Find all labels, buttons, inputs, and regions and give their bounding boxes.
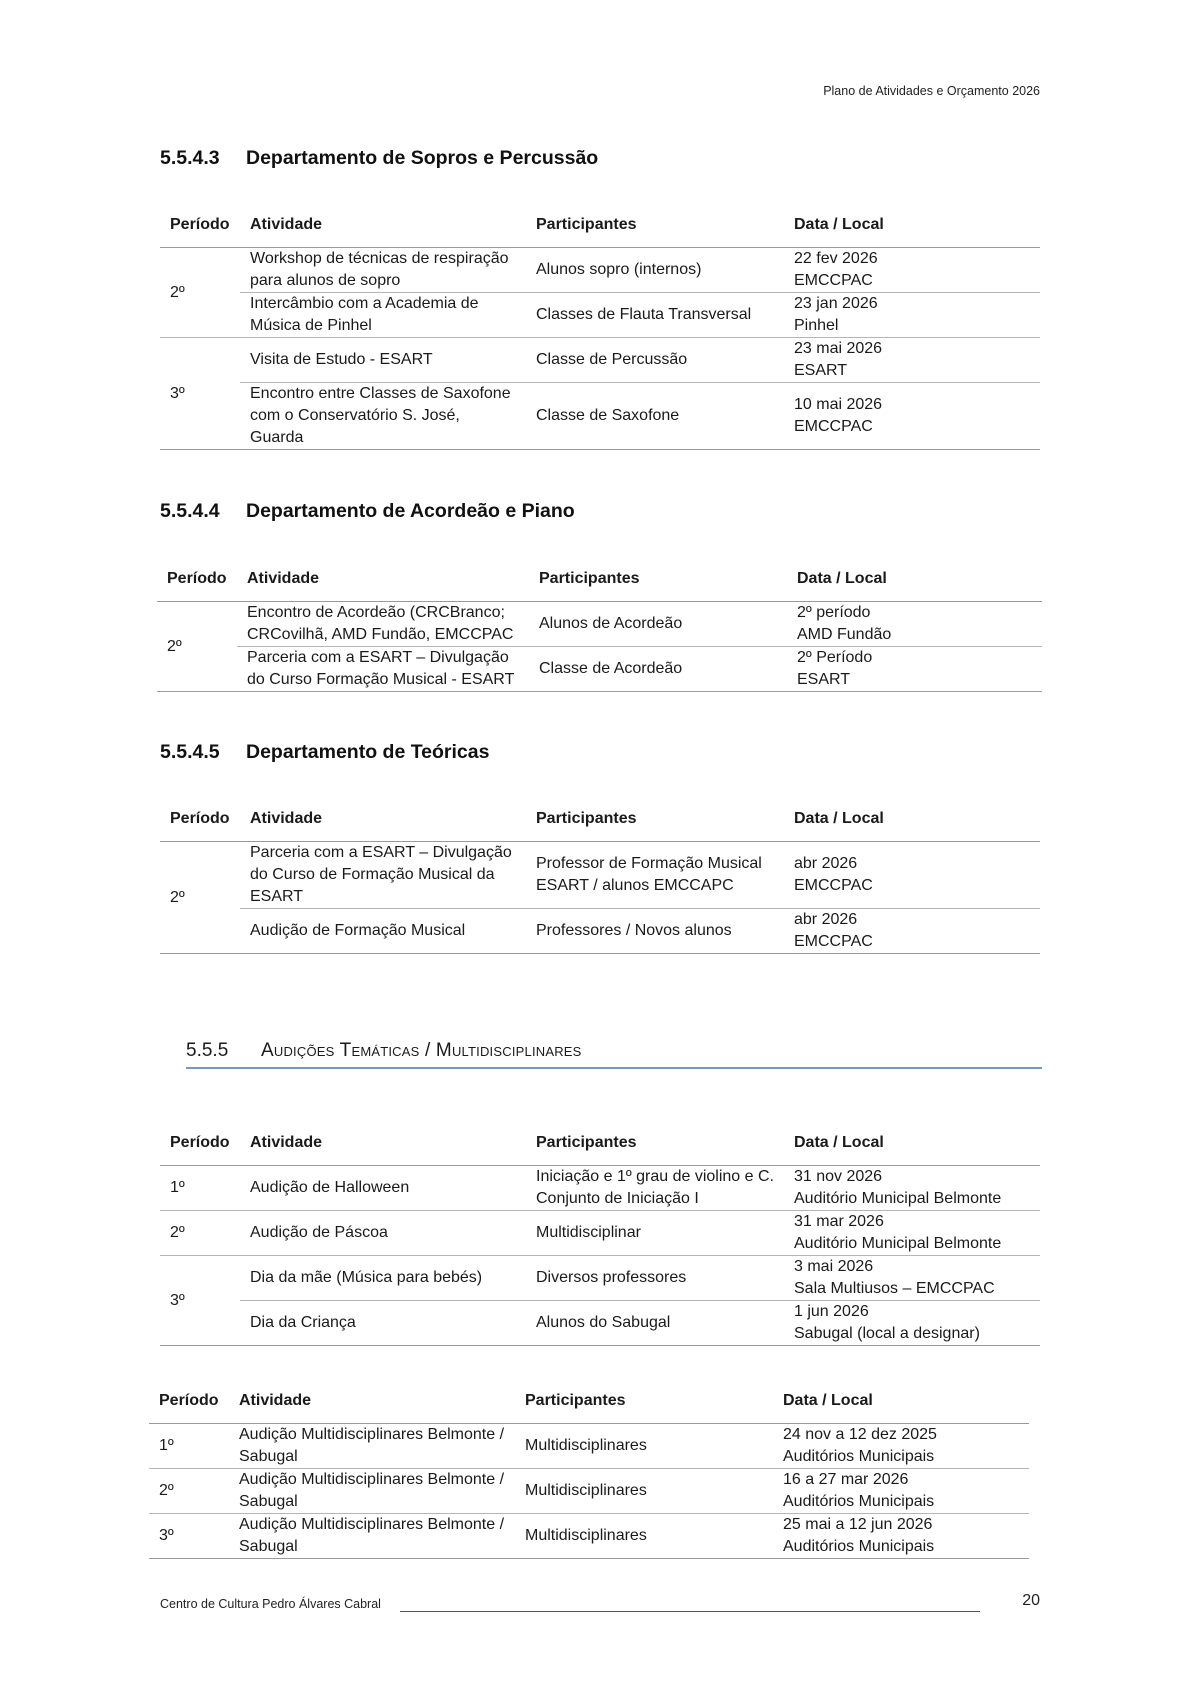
footer-rule	[400, 1611, 980, 1612]
table-header-row	[160, 1121, 1040, 1166]
cell-local: Auditórios Municipais	[783, 1493, 935, 1510]
cell-data-local	[784, 909, 1040, 954]
col-header-data-local: Data / Local	[787, 557, 1042, 602]
cell-participantes: Alunos de Acordeão	[529, 602, 787, 647]
cell-atividade: Intercâmbio com a Academia de Música de Pinhel	[240, 293, 526, 338]
cell-data: 1 jun 2026	[794, 1303, 869, 1320]
table-header-row	[160, 797, 1040, 842]
col-header-atividade: Atividade	[240, 797, 526, 842]
section-heading-audicoes	[186, 1040, 1042, 1069]
cell-data: 31 mar 2026	[794, 1213, 884, 1230]
table-audicoes-tematicas	[160, 1121, 1040, 1346]
cell-participantes: Multidisciplinares	[515, 1424, 773, 1469]
table-row	[160, 338, 1040, 383]
cell-periodo: 3º	[149, 1514, 229, 1559]
section-title: Departamento de Teóricas	[246, 741, 490, 763]
col-header-participantes: Participantes	[526, 797, 784, 842]
cell-participantes: Multidisciplinares	[515, 1469, 773, 1514]
table-teoricas	[160, 797, 1040, 954]
section-title: Departamento de Sopros e Percussão	[246, 147, 599, 169]
section-number: 5.5.5	[186, 1040, 229, 1061]
col-header-participantes: Participantes	[526, 1121, 784, 1166]
table-row	[160, 248, 1040, 293]
cell-periodo: 2º	[160, 1211, 240, 1256]
col-header-data-local: Data / Local	[784, 1121, 1040, 1166]
table-row	[160, 1211, 1040, 1256]
cell-atividade: Audição de Halloween	[240, 1166, 526, 1211]
cell-data: 3 mai 2026	[794, 1258, 874, 1275]
table-row	[149, 1469, 1029, 1514]
col-header-participantes: Participantes	[526, 203, 784, 248]
cell-data: 23 mai 2026	[794, 340, 883, 357]
cell-participantes: Multidisciplinar	[526, 1211, 784, 1256]
table-row	[149, 1514, 1029, 1559]
cell-participantes: Diversos professores	[526, 1256, 784, 1301]
cell-data: abr 2026	[794, 911, 858, 928]
cell-participantes: Classe de Percussão	[526, 338, 784, 383]
cell-local: Sala Multiusos – EMCCPAC	[794, 1280, 995, 1297]
cell-data: 16 a 27 mar 2026	[783, 1471, 909, 1488]
cell-atividade: Encontro entre Classes de Saxofone com o Conservatório S. José, Guarda	[240, 383, 526, 450]
cell-data: abr 2026	[794, 855, 858, 872]
col-header-atividade: Atividade	[240, 203, 526, 248]
cell-atividade: Encontro de Acordeão (CRCBranco; CRCovilhã, AMD Fundão, EMCCPAC	[237, 602, 529, 647]
cell-local: EMCCPAC	[794, 272, 873, 289]
cell-data: 23 jan 2026	[794, 295, 878, 312]
cell-data-local	[784, 248, 1040, 293]
col-header-periodo: Período	[157, 557, 237, 602]
cell-periodo: 1º	[160, 1166, 240, 1211]
cell-atividade: Visita de Estudo - ESART	[240, 338, 526, 383]
col-header-atividade: Atividade	[237, 557, 529, 602]
cell-data-local	[784, 338, 1040, 383]
table-row	[149, 1424, 1029, 1469]
cell-local: EMCCPAC	[794, 933, 873, 950]
cell-participantes: Classe de Acordeão	[529, 647, 787, 692]
col-header-data-local: Data / Local	[773, 1379, 1029, 1424]
cell-participantes: Multidisciplinares	[515, 1514, 773, 1559]
cell-data-local	[784, 842, 1040, 909]
cell-local: EMCCPAC	[794, 418, 873, 435]
cell-data-local	[784, 293, 1040, 338]
cell-periodo: 2º	[149, 1469, 229, 1514]
cell-local: Auditório Municipal Belmonte	[794, 1190, 1002, 1207]
cell-participantes: Professores / Novos alunos	[526, 909, 784, 954]
cell-data-local	[784, 383, 1040, 450]
section-heading-teoricas	[160, 741, 489, 764]
cell-periodo: 3º	[160, 338, 240, 450]
section-title: Audições Temáticas / Multidisciplinares	[261, 1040, 582, 1061]
cell-data: 2º período	[797, 604, 871, 621]
cell-participantes: Alunos do Sabugal	[526, 1301, 784, 1346]
page-number: 20	[1022, 1592, 1040, 1609]
cell-atividade: Audição Multidisciplinares Belmonte / Sabugal	[229, 1424, 515, 1469]
cell-local: Pinhel	[794, 317, 839, 334]
cell-periodo: 2º	[160, 248, 240, 338]
cell-data-local	[784, 1301, 1040, 1346]
cell-local: AMD Fundão	[797, 626, 892, 643]
table-row	[160, 1166, 1040, 1211]
cell-data-local	[787, 602, 1042, 647]
col-header-periodo: Período	[160, 203, 240, 248]
table-header-row	[160, 203, 1040, 248]
cell-participantes: Professor de Formação Musical ESART / alunos EMCCAPC	[526, 842, 784, 909]
cell-data-local	[784, 1211, 1040, 1256]
col-header-periodo: Período	[149, 1379, 229, 1424]
col-header-participantes: Participantes	[515, 1379, 773, 1424]
section-title: Departamento de Acordeão e Piano	[246, 500, 575, 522]
cell-local: Auditórios Municipais	[783, 1538, 935, 1555]
cell-data: 22 fev 2026	[794, 250, 878, 267]
cell-periodo: 3º	[160, 1256, 240, 1346]
table-row	[160, 842, 1040, 909]
section-heading-sopros	[160, 147, 598, 170]
section-number: 5.5.4.5	[160, 741, 220, 763]
cell-local: ESART	[794, 362, 848, 379]
table-row	[157, 647, 1042, 692]
cell-data-local	[773, 1424, 1029, 1469]
cell-participantes: Iniciação e 1º grau de violino e C. Conjunto de Iniciação I	[526, 1166, 784, 1211]
cell-local: ESART	[797, 671, 851, 688]
table-audicoes-multidisciplinares	[149, 1379, 1029, 1559]
table-row	[157, 602, 1042, 647]
col-header-atividade: Atividade	[229, 1379, 515, 1424]
cell-atividade: Workshop de técnicas de respiração para alunos de sopro	[240, 248, 526, 293]
table-row	[160, 383, 1040, 450]
cell-data: 10 mai 2026	[794, 396, 883, 413]
col-header-data-local: Data / Local	[784, 203, 1040, 248]
cell-atividade: Audição Multidisciplinares Belmonte / Sabugal	[229, 1514, 515, 1559]
table-row	[160, 1301, 1040, 1346]
col-header-participantes: Participantes	[529, 557, 787, 602]
section-number: 5.5.4.3	[160, 147, 220, 169]
table-header-row	[149, 1379, 1029, 1424]
cell-data-local	[787, 647, 1042, 692]
col-header-periodo: Período	[160, 1121, 240, 1166]
cell-local: EMCCPAC	[794, 877, 873, 894]
footer-organization: Centro de Cultura Pedro Álvares Cabral	[160, 1597, 381, 1611]
col-header-data-local: Data / Local	[784, 797, 1040, 842]
table-acordeao	[157, 557, 1042, 692]
cell-participantes: Classe de Saxofone	[526, 383, 784, 450]
cell-data: 31 nov 2026	[794, 1168, 883, 1185]
document-header: Plano de Atividades e Orçamento 2026	[823, 84, 1040, 98]
cell-local: Sabugal (local a designar)	[794, 1325, 980, 1342]
table-row	[160, 293, 1040, 338]
cell-data-local	[773, 1514, 1029, 1559]
cell-local: Auditório Municipal Belmonte	[794, 1235, 1002, 1252]
cell-data-local	[773, 1469, 1029, 1514]
table-sopros	[160, 203, 1040, 450]
cell-data: 2º Período	[797, 649, 873, 666]
cell-atividade: Parceria com a ESART – Divulgação do Curso de Formação Musical da ESART	[240, 842, 526, 909]
cell-atividade: Dia da mãe (Música para bebés)	[240, 1256, 526, 1301]
cell-participantes: Alunos sopro (internos)	[526, 248, 784, 293]
cell-participantes: Classes de Flauta Transversal	[526, 293, 784, 338]
table-row	[160, 1256, 1040, 1301]
cell-atividade: Audição de Formação Musical	[240, 909, 526, 954]
cell-atividade: Dia da Criança	[240, 1301, 526, 1346]
cell-atividade: Audição Multidisciplinares Belmonte / Sabugal	[229, 1469, 515, 1514]
col-header-periodo: Período	[160, 797, 240, 842]
cell-data-local	[784, 1256, 1040, 1301]
section-number: 5.5.4.4	[160, 500, 220, 522]
cell-local: Auditórios Municipais	[783, 1448, 935, 1465]
cell-data: 24 nov a 12 dez 2025	[783, 1426, 937, 1443]
cell-periodo: 2º	[160, 842, 240, 954]
section-heading-acordeao	[160, 500, 575, 523]
cell-periodo: 2º	[157, 602, 237, 692]
cell-data-local	[784, 1166, 1040, 1211]
table-row	[160, 909, 1040, 954]
cell-atividade: Audição de Páscoa	[240, 1211, 526, 1256]
table-header-row	[157, 557, 1042, 602]
cell-data: 25 mai a 12 jun 2026	[783, 1516, 933, 1533]
col-header-atividade: Atividade	[240, 1121, 526, 1166]
cell-periodo: 1º	[149, 1424, 229, 1469]
cell-atividade: Parceria com a ESART – Divulgação do Curso Formação Musical - ESART	[237, 647, 529, 692]
